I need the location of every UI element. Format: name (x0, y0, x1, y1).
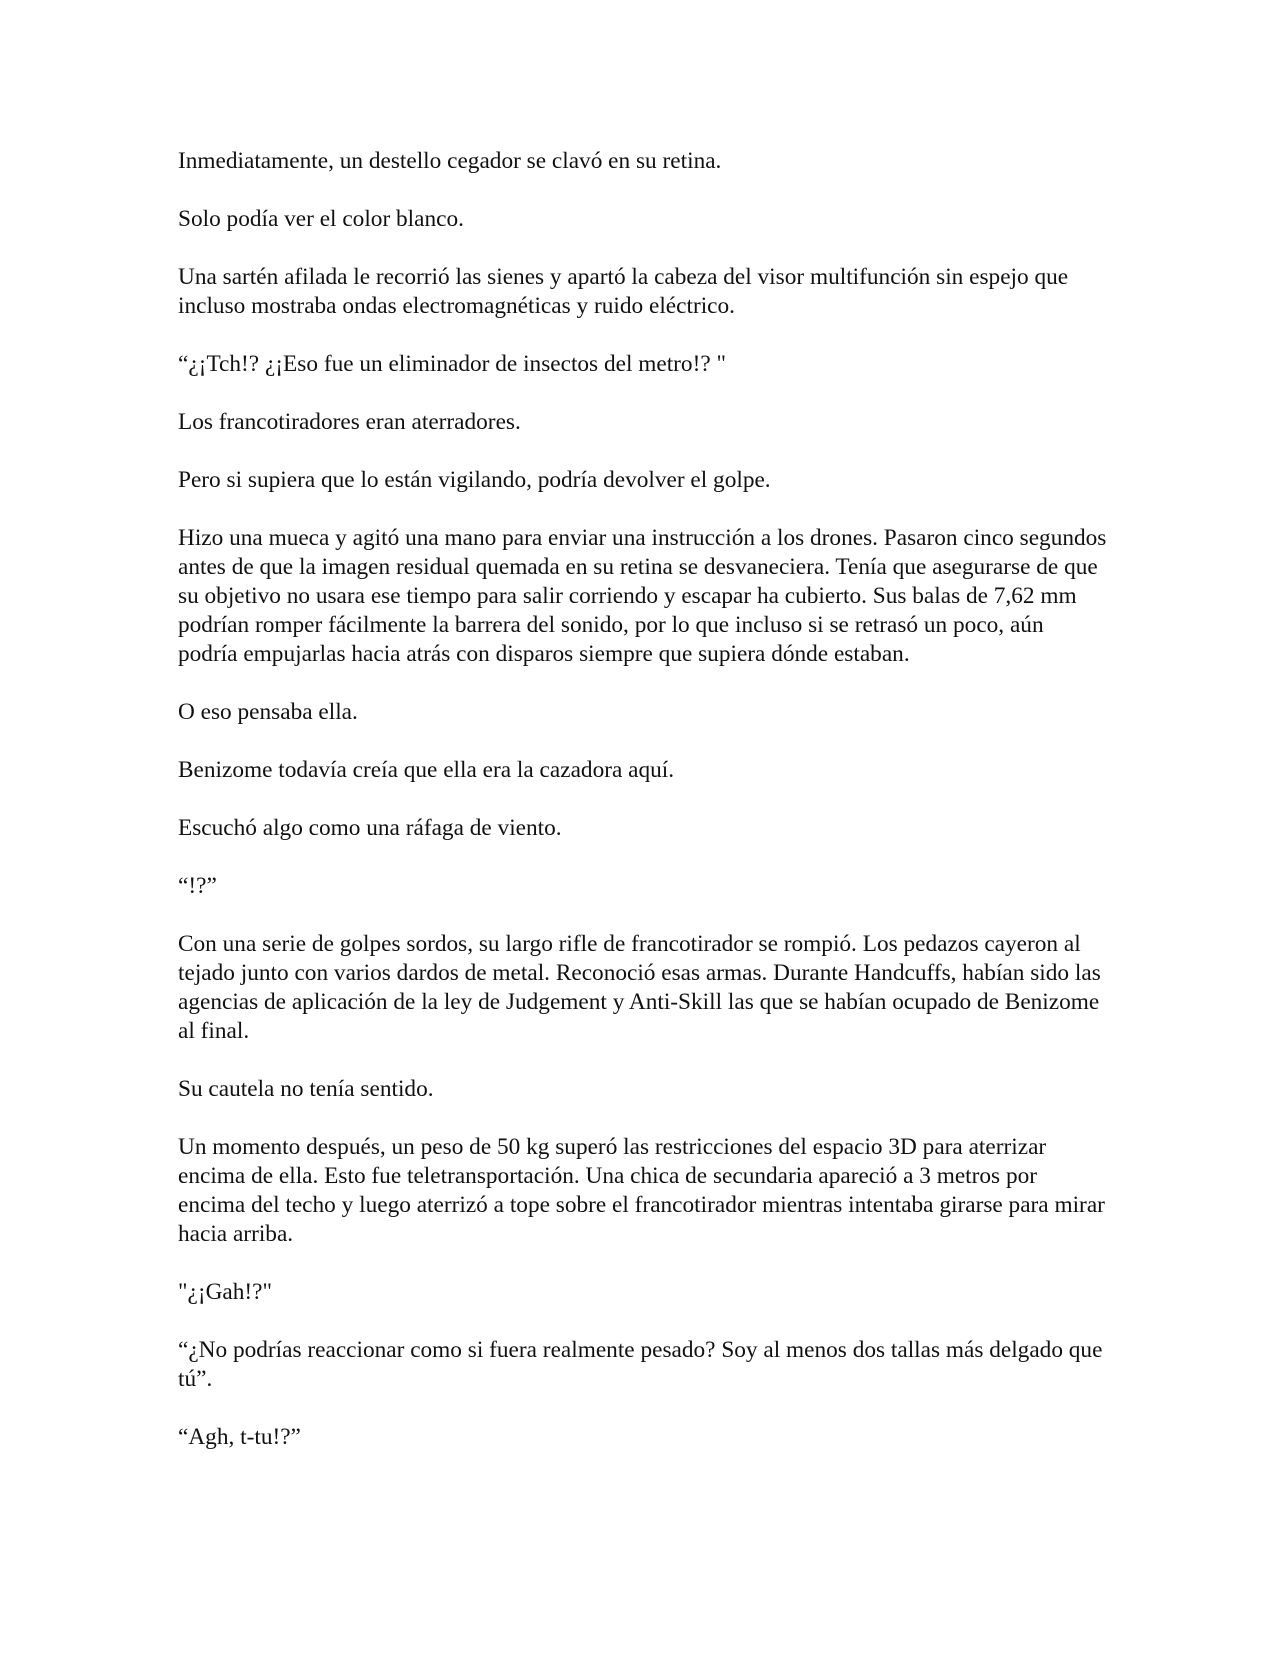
paragraph: “¿¡Tch!? ¿¡Eso fue un eliminador de insectos del metro!? " (178, 351, 727, 377)
paragraph: O eso pensaba ella. (178, 699, 358, 725)
paragraph: Con una serie de golpes sordos, su largo rifle de francotirador se rompió. Los pedazos cayeron al tejado junto con varios dardos de metal. Reconoció esas armas. Durante Handcuffs, habían sido las agencias de aplicación de la ley de Judgement y Anti-Skill las que se habían ocupado de Benizome al final. (178, 931, 1101, 1044)
paragraph: Una sartén afilada le recorrió las sienes y apartó la cabeza del visor multifunción sin espejo que incluso mostraba ondas electromagnéticas y ruido eléctrico. (178, 264, 1069, 319)
paragraph: Inmediatamente, un destello cegador se clavó en su retina. (178, 148, 722, 174)
paragraph: Solo podía ver el color blanco. (178, 206, 464, 232)
paragraph: “¿No podrías reaccionar como si fuera realmente pesado? Soy al menos dos tallas más delgado que tú”. (178, 1337, 1103, 1392)
paragraph: Pero si supiera que lo están vigilando, podría devolver el golpe. (178, 467, 771, 493)
paragraph: "¿¡Gah!?" (178, 1279, 273, 1305)
paragraph: Su cautela no tenía sentido. (178, 1076, 434, 1102)
paragraph: Los francotiradores eran aterradores. (178, 409, 521, 435)
paragraph: “!?” (178, 873, 217, 899)
paragraph: Un momento después, un peso de 50 kg superó las restricciones del espacio 3D para aterrizar encima de ella. Esto fue teletransportación. Una chica de secundaria apareció a 3 metros por encima del techo y luego aterrizó a tope sobre el francotirador mientras intentaba girarse para mirar hacia arriba. (178, 1134, 1105, 1247)
paragraph: “Agh, t-tu!?” (178, 1424, 301, 1450)
paragraph: Escuchó algo como una ráfaga de viento. (178, 815, 562, 841)
paragraph: Hizo una mueca y agitó una mano para enviar una instrucción a los drones. Pasaron cinco segundos antes de que la imagen residual quemada en su retina se desvaneciera. Tenía que asegurarse de que su objetivo no usara ese tiempo para salir corriendo y escapar ha cubierto. Sus balas de 7,62 mm podrían romper fácilmente la barrera del sonido, por lo que incluso si se retrasó un poco, aún podría empujarlas hacia atrás con disparos siempre que supiera dónde estaban. (178, 525, 1107, 667)
paragraph: Benizome todavía creía que ella era la cazadora aquí. (178, 757, 675, 783)
body-text (178, 147, 1108, 1481)
